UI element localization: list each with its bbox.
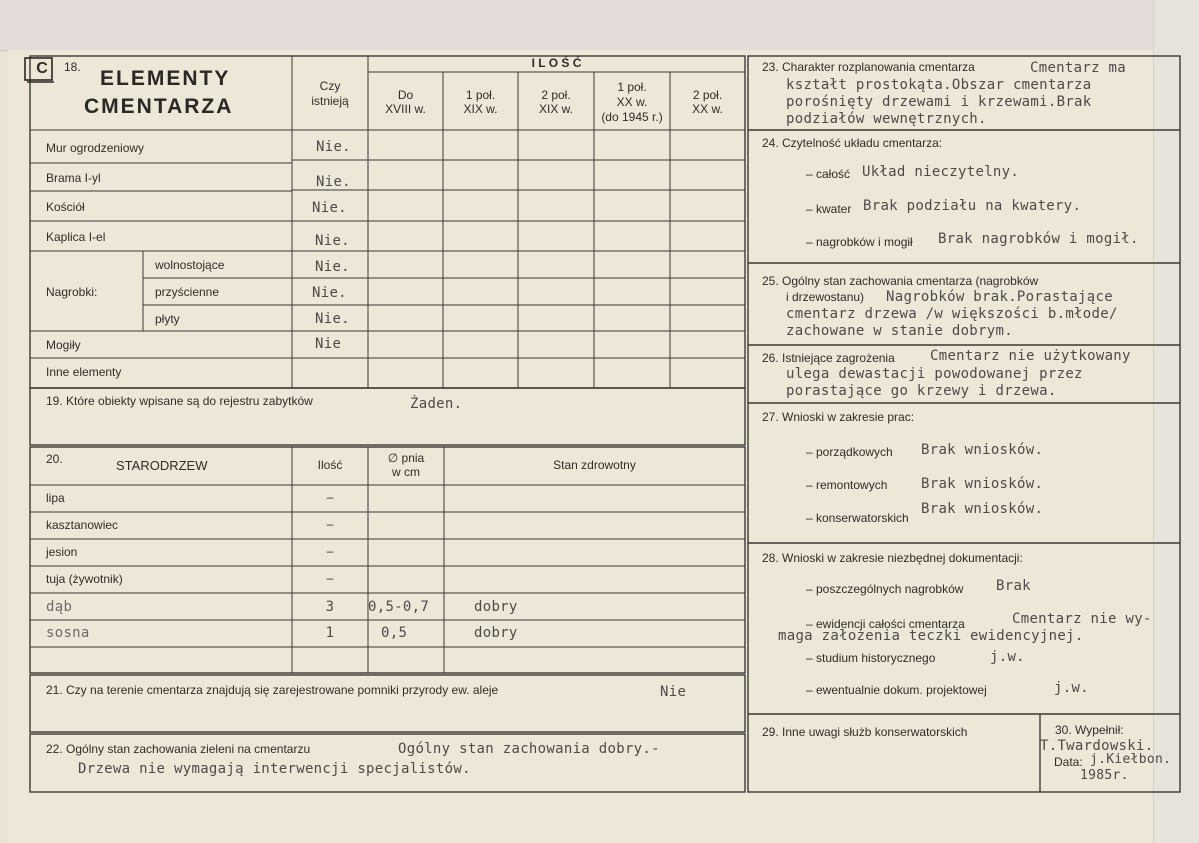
- tree-health-dab: dobry: [474, 599, 518, 615]
- row-label-brama: Brama I-yl: [46, 171, 101, 185]
- s24-item-calosc-value: Układ nieczytelny.: [862, 164, 1020, 180]
- s18-col-exists-l2: istnieją: [311, 94, 349, 108]
- value-kaplica: Nie.: [315, 233, 350, 249]
- s22-value-l2: Drzewa nie wymagają interwencji specjalistów.: [78, 761, 471, 777]
- s20-number: 20.: [46, 452, 63, 466]
- tree-name-kasztanowiec: kasztanowiec: [46, 518, 119, 532]
- s28-label: 28. Wnioski w zakresie niezbędnej dokumentacji:: [762, 551, 1023, 565]
- s25-value-l2: cmentarz drzewa /w większości b.młode/: [786, 306, 1118, 322]
- s30-year: 1985r.: [1080, 768, 1129, 783]
- s28-item2-value-l2: maga założenia teczki ewidencyjnej.: [778, 628, 1084, 644]
- period-5-l2: XX w.: [692, 102, 723, 116]
- period-4-l2: XX w.: [616, 95, 648, 109]
- s24-item-nagrobkow-value: Brak nagrobków i mogił.: [938, 231, 1139, 247]
- tree-name-jesion: jesion: [46, 545, 78, 559]
- period-4-l3: (do 1945 r.): [601, 110, 663, 124]
- s25-value-l3: zachowane w stanie dobrym.: [786, 323, 1013, 339]
- s28-item3-label: – studium historycznego: [806, 651, 936, 665]
- row-label-przyscienne: przyścienne: [155, 285, 220, 299]
- s28-item3-value: j.w.: [990, 649, 1025, 665]
- row-label-nagrobki: Nagrobki:: [46, 285, 98, 299]
- tree-name-tuja: tuja (żywotnik): [46, 572, 123, 586]
- tree-health-sosna: dobry: [474, 625, 518, 641]
- s30-date-value: j.Kiełbon.: [1090, 752, 1172, 767]
- s22-value-l1: Ogólny stan zachowania dobry.-: [398, 741, 660, 757]
- s23-value-l3: porośnięty drzewami i krzewami.Brak: [786, 94, 1092, 110]
- s27-item-porzadkowych-value: Brak wniosków.: [921, 442, 1044, 458]
- tree-diam-dab: 0,5-0,7: [368, 599, 430, 615]
- s28-item2-value-l1: Cmentarz nie wy-: [1012, 611, 1152, 627]
- tree-qty-dab: 3: [325, 599, 335, 615]
- value-plyty: Nie.: [315, 311, 350, 327]
- s20-title: STARODRZEW: [116, 458, 208, 473]
- s28-item2-label: – ewidencji całości cmentarza: [806, 617, 965, 631]
- s18-number: 18.: [64, 60, 81, 74]
- row-label-kaplica: Kaplica I-el: [46, 230, 106, 244]
- s27-label: 27. Wnioski w zakresie prac:: [762, 410, 915, 424]
- s30-name: T.Twardowski.: [1040, 738, 1154, 754]
- s28-item4-value: j.w.: [1054, 680, 1089, 696]
- row-label-inne: Inne elementy: [46, 365, 122, 379]
- period-1-l2: XVIII w.: [385, 102, 426, 116]
- s20-col-qty: Ilość: [317, 458, 343, 472]
- s27-item-porzadkowych-label: – porządkowych: [806, 445, 893, 459]
- section-letter: C: [36, 60, 48, 77]
- period-3-l1: 2 poł.: [541, 88, 571, 102]
- s18-title-line2: CMENTARZA: [84, 95, 234, 118]
- s27-item-konserwatorskich-value: Brak wniosków.: [921, 501, 1044, 517]
- s30-date-label: Data:: [1054, 755, 1083, 769]
- row-label-wolnostojace: wolnostojące: [155, 258, 225, 272]
- s22-label: 22. Ogólny stan zachowania zieleni na cmentarzu: [46, 742, 311, 756]
- tree-qty-tuja: –: [326, 571, 334, 585]
- value-przyscienne: Nie.: [312, 285, 347, 301]
- tree-qty-sosna: 1: [325, 625, 335, 641]
- s20-col-diam-l1: ∅ pnia: [387, 451, 425, 465]
- s28-item1-value: Brak: [996, 578, 1031, 594]
- row-label-mur: Mur ogrodzeniowy: [46, 141, 145, 155]
- row-label-kosciol: Kościół: [46, 200, 85, 214]
- s20-col-diam-l2: w cm: [392, 465, 420, 479]
- s23-label: 23. Charakter rozplanowania cmentarza: [762, 60, 975, 74]
- s28-item4-label: – ewentualnie dokum. projektowej: [806, 683, 987, 697]
- s27-item-konserwatorskich-label: – konserwatorskich: [806, 511, 909, 525]
- s26-value-l1: Cmentarz nie użytkowany: [930, 348, 1131, 364]
- tree-name-dab: dąb: [46, 599, 73, 615]
- tree-diam-sosna: 0,5: [381, 625, 408, 641]
- row-label-mogily: Mogiły: [46, 338, 81, 352]
- period-5-l1: 2 poł.: [692, 88, 723, 102]
- period-3-l2: XIX w.: [538, 102, 573, 116]
- tree-name-lipa: lipa: [46, 491, 65, 505]
- value-brama: Nie.: [316, 174, 351, 190]
- tree-qty-lipa: –: [326, 490, 334, 504]
- s26-value-l3: porastające go krzewy i drzewa.: [786, 383, 1057, 399]
- s21-value: Nie: [660, 684, 687, 700]
- s24-item-kwater-value: Brak podziału na kwatery.: [863, 198, 1082, 214]
- s30-label: 30. Wypełnił:: [1055, 723, 1124, 737]
- s21-label: 21. Czy na terenie cmentarza znajdują się zarejestrowane pomniki przyrody ew. aleje: [46, 683, 499, 697]
- s23-value-l4: podziałów wewnętrznych.: [786, 111, 987, 127]
- s25-label-l2: i drzewostanu): [786, 290, 865, 304]
- s25-value-l1: Nagrobków brak.Porastające: [886, 289, 1113, 305]
- s28-item1-label: – poszczególnych nagrobków: [806, 582, 964, 596]
- period-1-l1: Do: [397, 88, 414, 102]
- s27-item-remontowych-value: Brak wniosków.: [921, 476, 1044, 492]
- s19-label: 19. Które obiekty wpisane są do rejestru zabytków: [46, 394, 313, 408]
- s19-value: Żaden.: [410, 396, 463, 412]
- value-mogily: Nie: [315, 336, 342, 352]
- period-2-l2: XIX w.: [463, 102, 498, 116]
- s23-value-l2: kształt prostokąta.Obszar cmentarza: [786, 77, 1092, 93]
- s26-value-l2: ulega dewastacji powodowanej przez: [786, 366, 1083, 382]
- s24-item-kwater-label: – kwater: [806, 202, 852, 216]
- period-4-l1: 1 poł.: [617, 80, 647, 94]
- s18-title-line1: ELEMENTY: [100, 67, 231, 90]
- s24-item-calosc-label: – całość: [806, 167, 851, 181]
- s26-label: 26. Istniejące zagrożenia: [762, 351, 895, 365]
- s23-value-l1: Cmentarz ma: [1030, 60, 1127, 76]
- tree-qty-jesion: –: [326, 544, 334, 558]
- period-2-l1: 1 poł.: [465, 88, 496, 102]
- s29-label: 29. Inne uwagi służb konserwatorskich: [762, 725, 968, 739]
- s18-ilosc-header: I L O Ś Ć: [531, 56, 582, 70]
- value-mur: Nie.: [316, 139, 351, 155]
- s27-item-remontowych-label: – remontowych: [806, 478, 888, 492]
- tree-qty-kasztanowiec: –: [326, 517, 334, 531]
- value-kosciol: Nie.: [312, 200, 347, 216]
- value-wolnostojace: Nie.: [315, 259, 350, 275]
- s24-label: 24. Czytelność układu cmentarza:: [762, 136, 943, 150]
- s20-col-health: Stan zdrowotny: [553, 458, 636, 472]
- s18-col-exists-l1: Czy: [319, 79, 341, 93]
- row-label-plyty: płyty: [155, 312, 180, 326]
- s24-item-nagrobkow-label: – nagrobków i mogił: [806, 235, 913, 249]
- tree-name-sosna: sosna: [46, 625, 90, 641]
- s25-label-l1: 25. Ogólny stan zachowania cmentarza (nagrobków: [762, 274, 1039, 288]
